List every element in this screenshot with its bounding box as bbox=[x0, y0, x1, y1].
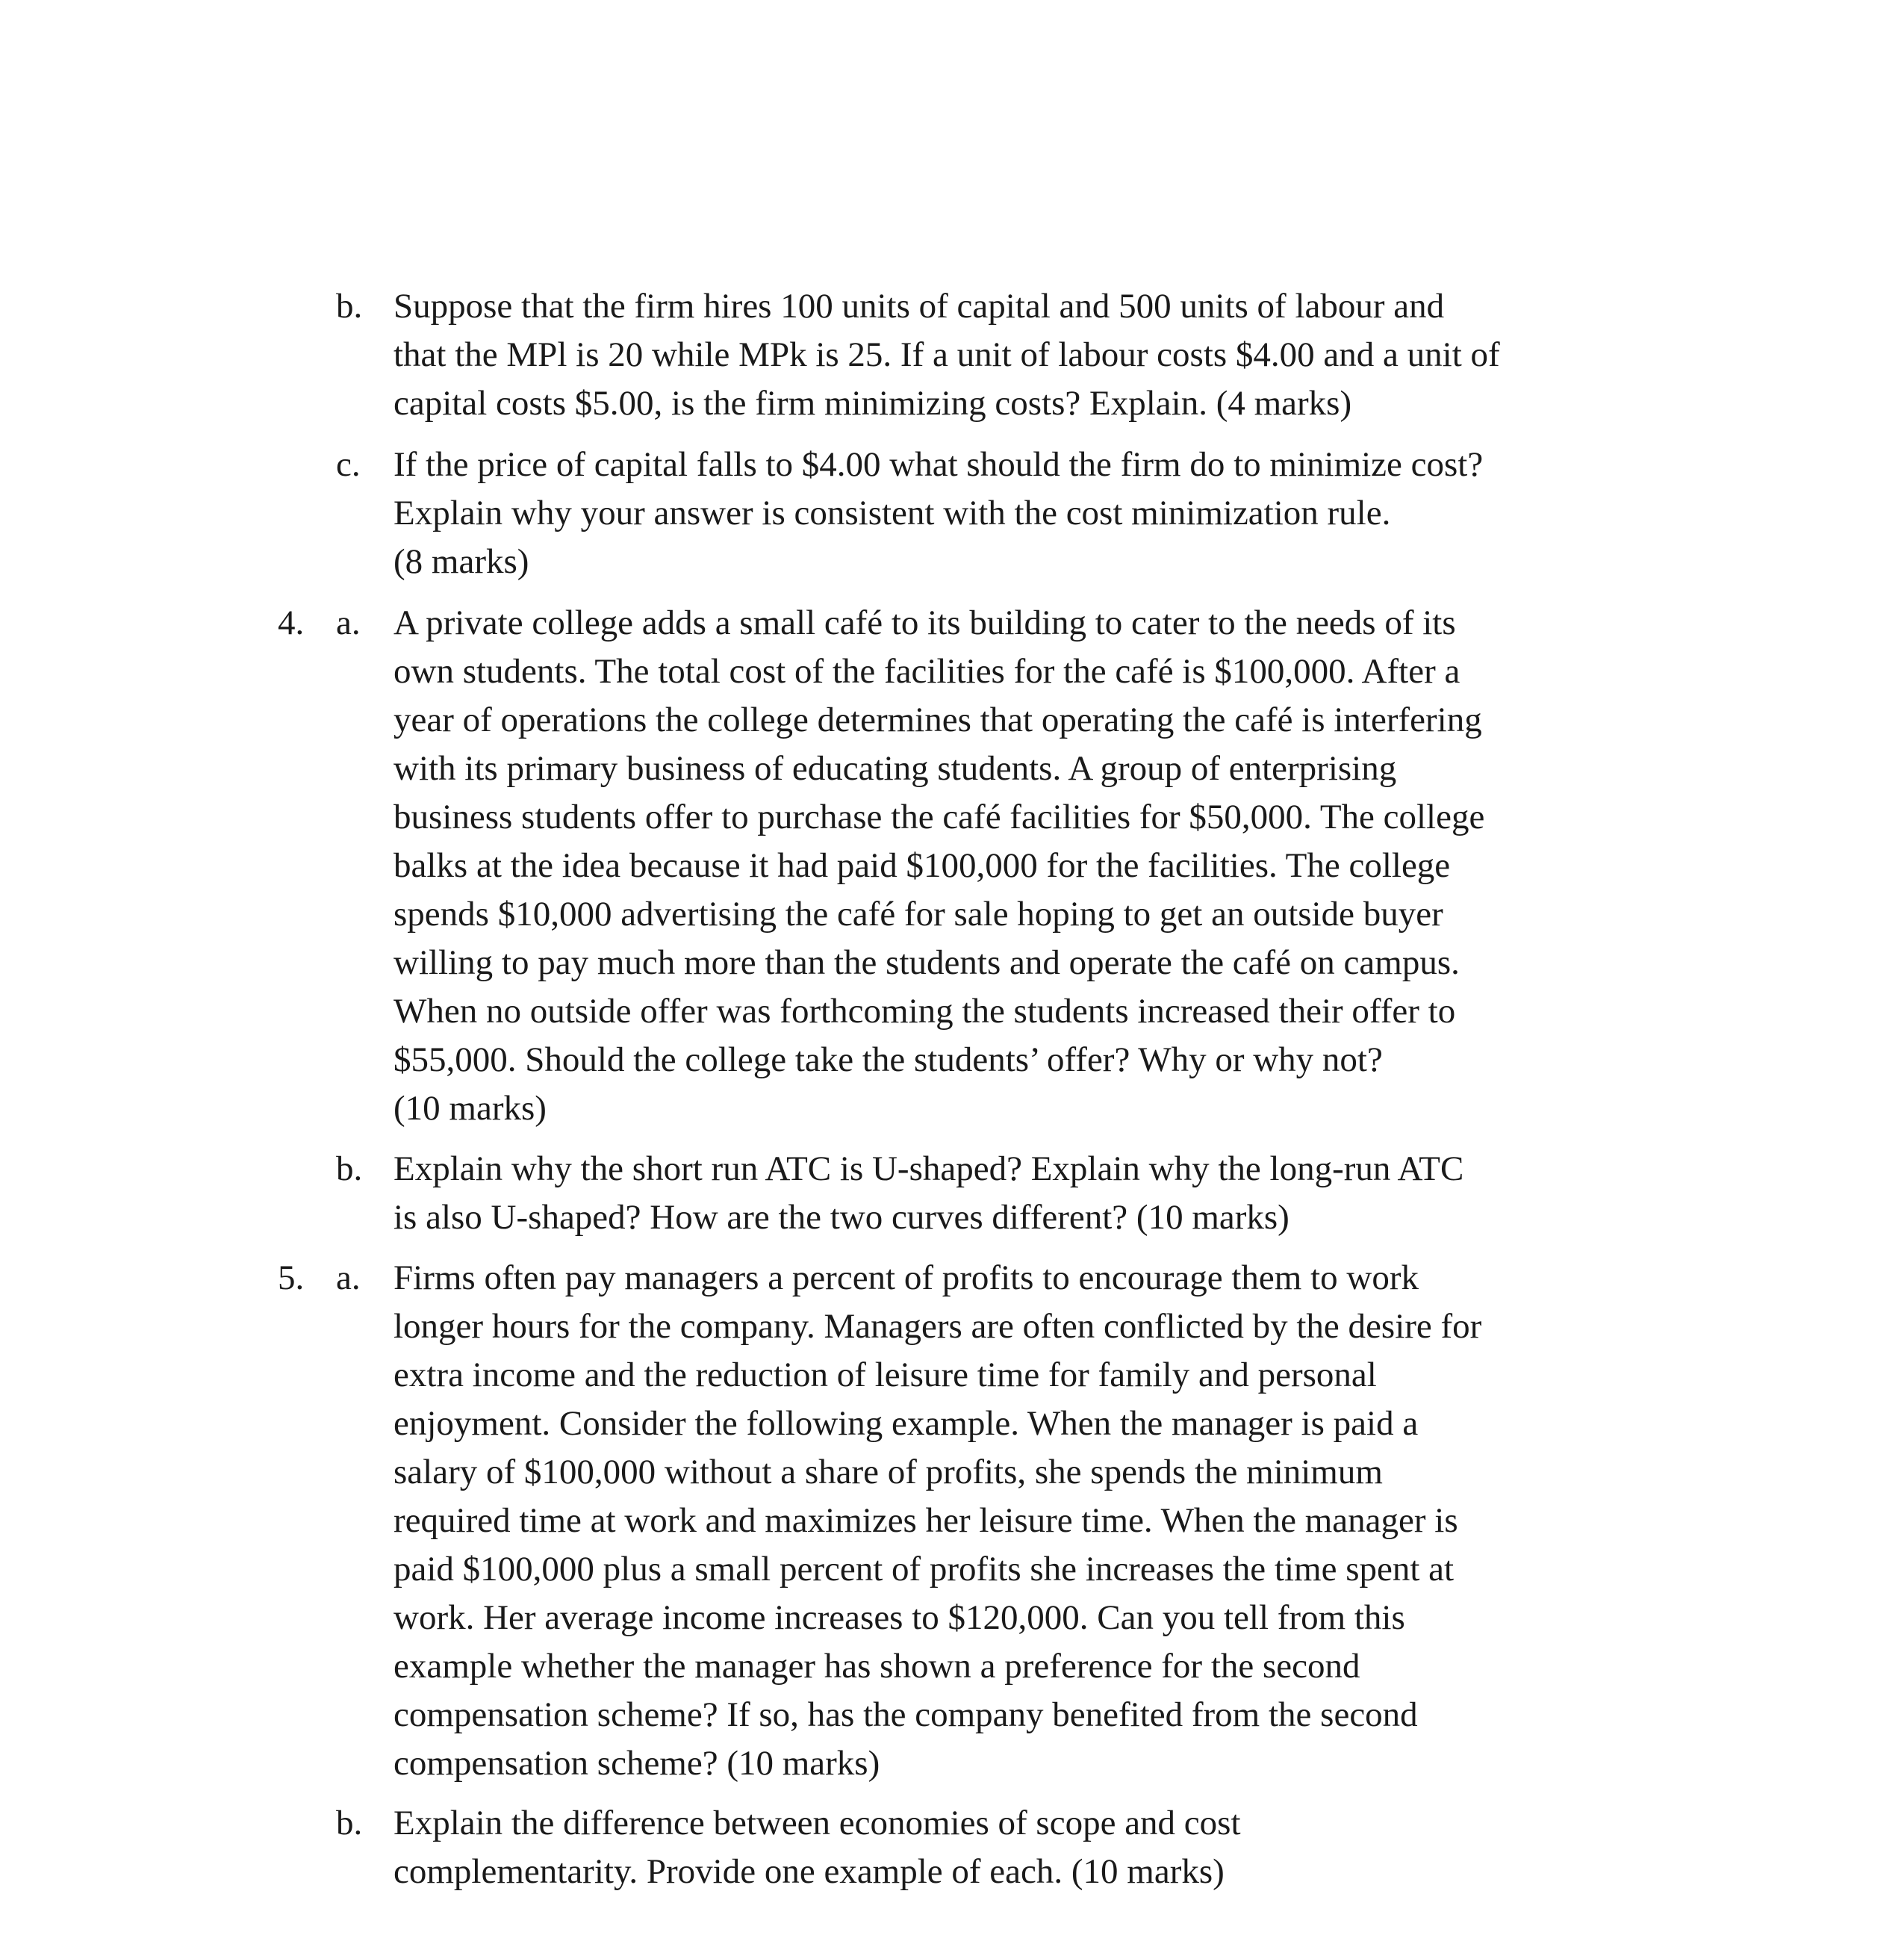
item-number: 4. bbox=[278, 603, 305, 642]
item-letter: b. bbox=[336, 1804, 363, 1842]
item-letter: a. bbox=[336, 1258, 361, 1297]
item-letter: b. bbox=[336, 287, 363, 326]
item-text: Suppose that the firm hires 100 units of capital and 500 units of labour and that the MPl is 20 while MPk is 25. If a unit of labour costs $4.00 and a unit of capital costs $5.00, is the firm minimizing costs? Explain. (4 marks) bbox=[393, 287, 1500, 423]
item-text: Firms often pay managers a percent of profits to encourage them to work longer hours for the company. Managers are often conflicted by the desire for extra income and the reduction of leisure time for family and personal enjoyment. Consider the following example. When the manager is paid a salary of $100,000 without a share of profits, she spends the minimum required time at work and maximizes her leisure time. When the manager is paid $100,000 plus a small percent of profits she increases the time spent at work. Her average income increases to $120,000. Can you tell from this example whether the manager has shown a preference for the second compensation scheme? If so, has the company benefited from the second compensation scheme? (10 marks) bbox=[393, 1258, 1482, 1783]
item-text: Explain the difference between economies of scope and cost complementarity. Provide one example of each. (10 marks) bbox=[393, 1804, 1241, 1891]
item-text: Explain why the short run ATC is U-shaped? Explain why the long-run ATC is also U-shaped? How are the two curves different? (10 marks) bbox=[393, 1149, 1464, 1237]
item-letter: c. bbox=[336, 445, 361, 484]
item-text: A private college adds a small café to its building to cater to the needs of its own students. The total cost of the facilities for the café is $100,000. After a year of operations the college determines that operating the café is interfering with its primary business of educating students. A group of enterprising business students offer to purchase the café facilities for $50,000. The college balks at the idea because it had paid $100,000 for the facilities. The college spends $10,000 advertising the café for sale hoping to get an outside buyer willing to pay much more than the students and operate the café on campus. When no outside offer was forthcoming the students increased their offer to $55,000. Should the college take the students’ offer? Why or why not? (10 marks) bbox=[393, 603, 1485, 1128]
item-number: 5. bbox=[278, 1258, 305, 1297]
item-text: If the price of capital falls to $4.00 what should the firm do to minimize cost? Explain why your answer is consistent with the cost minimization rule. (8 marks) bbox=[393, 445, 1484, 581]
item-letter: b. bbox=[336, 1149, 363, 1188]
item-letter: a. bbox=[336, 603, 361, 642]
